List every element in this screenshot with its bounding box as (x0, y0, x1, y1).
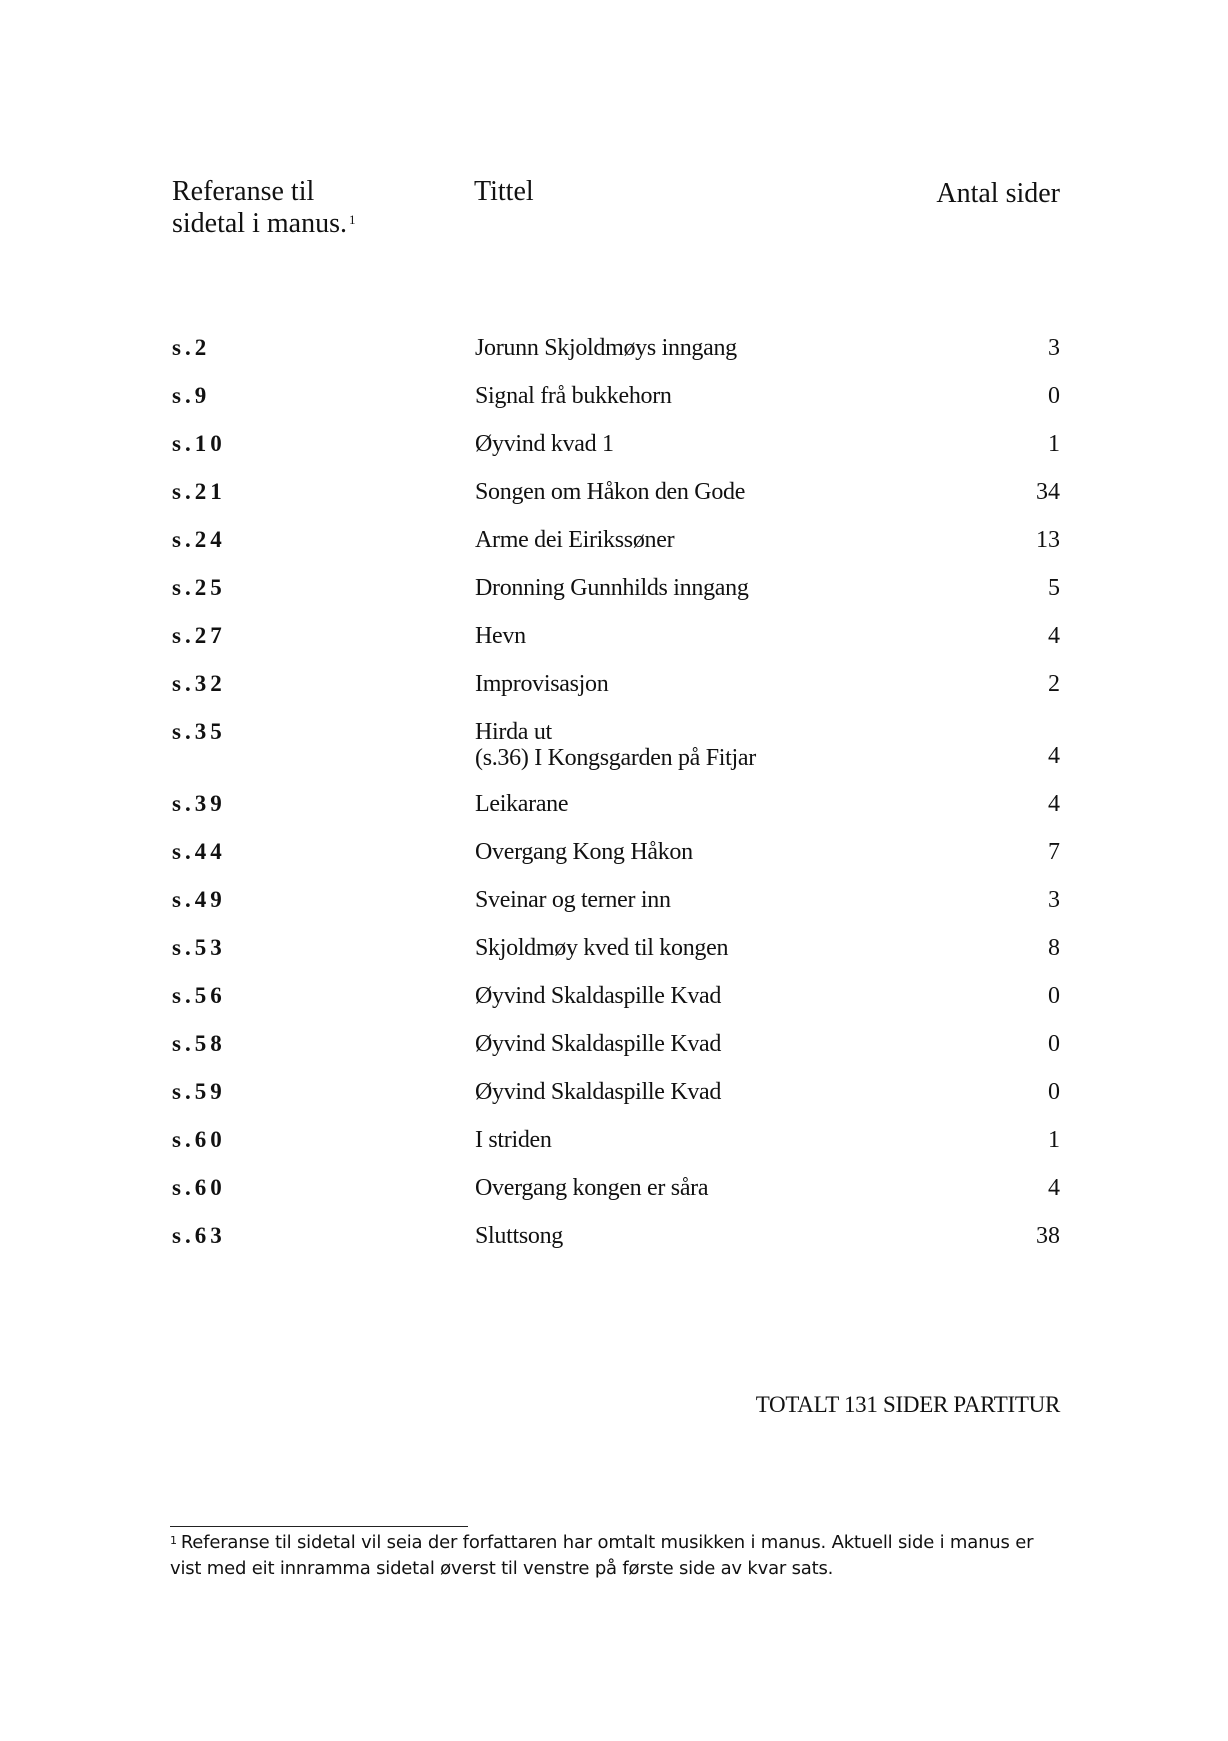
row-reference: s.24 (172, 527, 226, 552)
row-title (475, 335, 995, 361)
row-page-count: 5 (1048, 575, 1060, 601)
row-title (475, 1079, 995, 1105)
row-page-count: 13 (1036, 527, 1060, 553)
row-title-text: Jorunn Skjoldmøys inngang (475, 335, 737, 361)
row-reference: s.35 (172, 719, 226, 744)
column-header-title: Tittel (474, 176, 534, 207)
row-reference: s.63 (172, 1223, 226, 1248)
row-title-text: Overgang kongen er såra (475, 1175, 709, 1201)
row-page-count: 4 (1048, 1175, 1060, 1201)
row-title-text: Hevn (475, 623, 526, 649)
row-title-text: Skjoldmøy kved til kongen (475, 935, 729, 961)
row-page-count: 4 (1048, 623, 1060, 649)
row-title (475, 1127, 995, 1153)
row-title (475, 1031, 995, 1057)
row-title-text: Sluttsong (475, 1223, 563, 1249)
row-title-text: Leikarane (475, 791, 569, 817)
row-page-count: 3 (1048, 335, 1060, 361)
row-page-count: 0 (1048, 383, 1060, 409)
row-page-count: 0 (1048, 1079, 1060, 1105)
row-title-text: Øyvind Skaldaspille Kvad (475, 983, 722, 1009)
row-reference: s.21 (172, 479, 226, 504)
row-reference: s.53 (172, 935, 226, 960)
row-page-count: 3 (1048, 887, 1060, 913)
row-title (475, 791, 995, 817)
row-title-text: Øyvind Skaldaspille Kvad (475, 1031, 722, 1057)
row-reference: s.60 (172, 1175, 226, 1200)
row-reference: s.39 (172, 791, 226, 816)
column-header-reference (172, 176, 472, 240)
row-page-count: 2 (1048, 671, 1060, 697)
row-reference: s.10 (172, 431, 226, 456)
row-reference: s.44 (172, 839, 226, 864)
header-ref-line2: sidetal i manus. (172, 208, 347, 239)
row-title (475, 575, 995, 601)
row-page-count: 1 (1048, 431, 1060, 457)
row-page-count: 8 (1048, 935, 1060, 961)
footnote-rule (170, 1526, 468, 1527)
row-page-count: 4 (1048, 743, 1060, 769)
row-title-text: Improvisasjon (475, 671, 609, 697)
row-reference: s.56 (172, 983, 226, 1008)
row-title (475, 935, 995, 961)
row-reference: s.25 (172, 575, 226, 600)
row-page-count: 7 (1048, 839, 1060, 865)
total-line: TOTALT 131 SIDER PARTITUR (755, 1392, 1060, 1417)
row-title (475, 527, 995, 553)
row-reference: s.49 (172, 887, 226, 912)
row-reference: s.27 (172, 623, 226, 648)
row-title-text: Øyvind Skaldaspille Kvad (475, 1079, 722, 1105)
row-title-text: Signal frå bukkehorn (475, 383, 672, 409)
column-header-page-count: Antal sider (936, 178, 1060, 209)
footnote-text: Referanse til sidetal vil seia der forfattaren har omtalt musikken i manus. Aktuell side i manus er vist med eit innramma sidetal øverst til venstre på første side av kvar sats. (170, 1532, 1034, 1579)
row-page-count: 38 (1036, 1223, 1060, 1249)
row-subtitle: (s.36) I Kongsgarden på Fitjar (475, 745, 756, 771)
row-title-text: Hirda ut (475, 719, 552, 745)
row-reference: s.32 (172, 671, 226, 696)
footnote (170, 1530, 1070, 1582)
footnote-number: 1 (170, 1534, 177, 1547)
row-reference: s.59 (172, 1079, 226, 1104)
row-page-count: 0 (1048, 1031, 1060, 1057)
row-title-text: Øyvind kvad 1 (475, 431, 614, 457)
footnote-mark: 1 (348, 212, 356, 227)
row-title (475, 479, 995, 505)
row-title (475, 431, 995, 457)
row-title (475, 719, 995, 771)
row-title (475, 887, 995, 913)
row-title (475, 983, 995, 1009)
row-title (475, 623, 995, 649)
row-title-text: Dronning Gunnhilds inngang (475, 575, 749, 601)
row-reference: s.58 (172, 1031, 226, 1056)
row-title (475, 671, 995, 697)
row-page-count: 0 (1048, 983, 1060, 1009)
row-title (475, 839, 995, 865)
row-page-count: 4 (1048, 791, 1060, 817)
row-reference: s.60 (172, 1127, 226, 1152)
row-page-count: 34 (1036, 479, 1060, 505)
row-title (475, 383, 995, 409)
row-reference: s.9 (172, 383, 211, 408)
row-title (475, 1223, 995, 1249)
row-page-count: 1 (1048, 1127, 1060, 1153)
row-title (475, 1175, 995, 1201)
row-title-text: I striden (475, 1127, 552, 1153)
row-title-text: Overgang Kong Håkon (475, 839, 693, 865)
header-ref-line1: Referanse til (172, 176, 315, 207)
row-title-text: Sveinar og terner inn (475, 887, 671, 913)
row-title-text: Songen om Håkon den Gode (475, 479, 746, 505)
row-reference: s.2 (172, 335, 211, 360)
row-title-text: Arme dei Eirikssøner (475, 527, 675, 553)
